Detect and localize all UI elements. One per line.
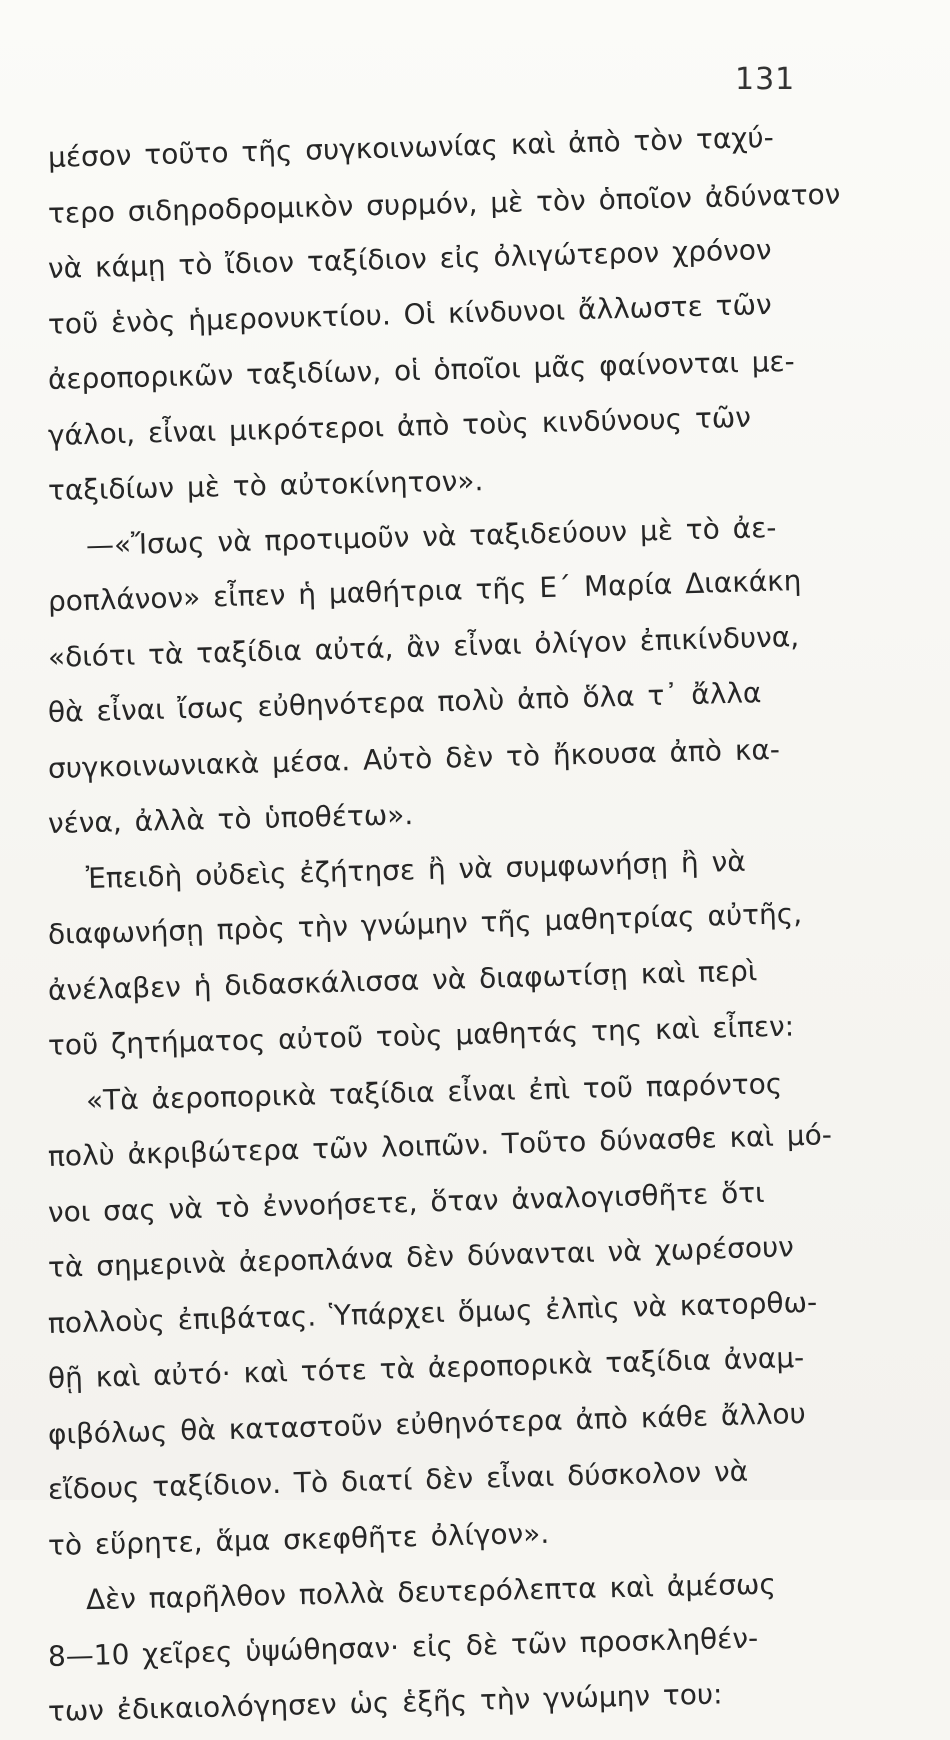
text-line: νοι σας νὰ τὸ ἐννοήσετε, ὅταν ἀναλογισθῆτε ὅτι <box>47 1175 765 1229</box>
text-line: θῇ καὶ αὐτό· καὶ τότε τὰ ἀεροπορικὰ ταξίδια ἀναμ- <box>47 1340 805 1395</box>
text-line: τοῦ ζητήματος αὐτοῦ τοὺς μαθητάς της καὶ εἶπεν: <box>47 1009 795 1062</box>
text-line: ροπλάνον» εἶπεν ἡ μαθήτρια τῆς Ε΄ Μαρία Διακάκη <box>47 563 802 618</box>
text-line: τὰ σημερινὰ ἀεροπλάνα δὲν δύνανται νὰ χωρέσουν <box>47 1230 795 1284</box>
text-line: πολὺ ἀκριβώτερα τῶν λοιπῶν. Τοῦτο δύνασθε καὶ μό- <box>47 1118 833 1173</box>
text-line: τερο σιδηροδρομικὸν συρμόν, μὲ τὸν ὁποῖον ἀδύνατον <box>47 177 841 230</box>
text-line: πολλοὺς ἐπιβάτας. Ὑπάρχει ὅμως ἐλπὶς νὰ κατορθω- <box>47 1285 818 1340</box>
text-line: γάλοι, εἶναι μικρότεροι ἀπὸ τοὺς κινδύνους τῶν <box>47 400 752 452</box>
text-line: συγκοινωνιακὰ μέσα. Αὐτὸ δὲν τὸ ἤκουσα ἀπὸ κα- <box>47 732 781 785</box>
page-number: 131 <box>735 62 796 97</box>
text-line: «διότι τὰ ταξίδια αὐτά, ἂν εἶναι ὀλίγον ἐπικίνδυνα, <box>47 619 800 674</box>
text-line: νένα, ἀλλὰ τὸ ὑποθέτω». <box>47 798 414 840</box>
text-line: «Τὰ ἀεροπορικὰ ταξίδια εἶναι ἐπὶ τοῦ παρόντος <box>85 1066 783 1117</box>
text-line: τὸ εὕρητε, ἅμα σκεφθῆτε ὀλίγον». <box>47 1516 550 1562</box>
text-line: μέσον τοῦτο τῆς συγκοινωνίας καὶ ἀπὸ τὸν ταχύ- <box>47 120 775 174</box>
body-text <box>47 120 868 1740</box>
text-line: των ἐδικαιολόγησεν ὡς ἑξῆς τὴν γνώμην του: <box>47 1677 723 1728</box>
text-line: Δὲν παρῆλθον πολλὰ δευτερόλεπτα καὶ ἀμέσως <box>85 1567 777 1617</box>
text-line: ἀεροπορικῶν ταξιδίων, οἱ ὁποῖοι μᾶς φαίνονται με- <box>47 344 796 396</box>
text-line: εἴδους ταξίδιον. Τὸ διατί δὲν εἶναι δύσκολον νὰ <box>47 1454 749 1506</box>
text-line: φιβόλως θὰ καταστοῦν εὐθηνότερα ἀπὸ κάθε ἄλλου <box>47 1396 807 1451</box>
text-line: —«Ἴσως νὰ προτιμοῦν νὰ ταξιδεύουν μὲ τὸ ἀε- <box>85 510 777 562</box>
text-line: τοῦ ἑνὸς ἡμερονυκτίου. Οἱ κίνδυνοι ἄλλωστε τῶν <box>47 287 773 341</box>
text-line: ταξιδίων μὲ τὸ αὐτοκίνητον». <box>47 464 484 507</box>
text-line: διαφωνήσῃ πρὸς τὴν γνώμην τῆς μαθητρίας αὐτῆς, <box>47 896 803 951</box>
text-line: θὰ εἶναι ἴσως εὐθηνότερα πολὺ ἀπὸ ὅλα τ᾽ ἄλλα <box>47 676 762 729</box>
text-line: νὰ κάμῃ τὸ ἴδιον ταξίδιον εἰς ὀλιγώτερον χρόνον <box>47 233 772 285</box>
text-line: ἀνέλαβεν ἡ διδασκάλισσα νὰ διαφωτίσῃ καὶ περὶ <box>47 953 758 1007</box>
text-line: Ἐπειδὴ οὐδεὶς ἐζήτησε ἢ νὰ συμφωνήσῃ ἢ νὰ <box>85 844 747 895</box>
text-line: 8—10 χεῖρες ὑψώθησαν· εἰς δὲ τῶν προσκληθέν- <box>47 1620 759 1673</box>
